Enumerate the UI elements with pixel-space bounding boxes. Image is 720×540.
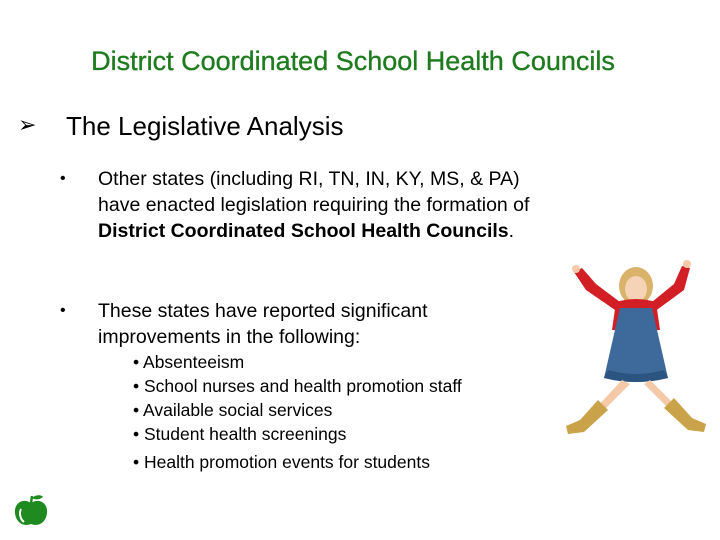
list-item: • School nurses and health promotion staff [133, 376, 462, 396]
list-item: • Student health screenings [133, 424, 347, 444]
slide-title: District Coordinated School Health Councils [91, 46, 615, 76]
bullet-text-bold: District Coordinated School Health Councils [98, 220, 509, 242]
bullet-text-part: Other states (including RI, TN, IN, KY, MS, & PA) have enacted legislation requiring the formation of [98, 168, 530, 216]
main-bullet-text: The Legislative Analysis [66, 111, 344, 141]
jumping-girl-image [556, 250, 716, 440]
list-item: • Health promotion events for students [133, 452, 430, 472]
bullet-marker: • [60, 170, 66, 187]
list-item: • Available social services [133, 400, 333, 420]
list-item: • Absenteeism [133, 352, 245, 372]
bullet-legislation-text [98, 166, 538, 244]
bullet-marker: • [60, 302, 66, 319]
bullet-text-end: . [508, 220, 515, 242]
apple-logo-icon [12, 494, 50, 528]
arrow-bullet-icon: ➢ [18, 112, 37, 137]
bullet-improvements-text: These states have reported significant improvements in the following: [98, 300, 428, 348]
